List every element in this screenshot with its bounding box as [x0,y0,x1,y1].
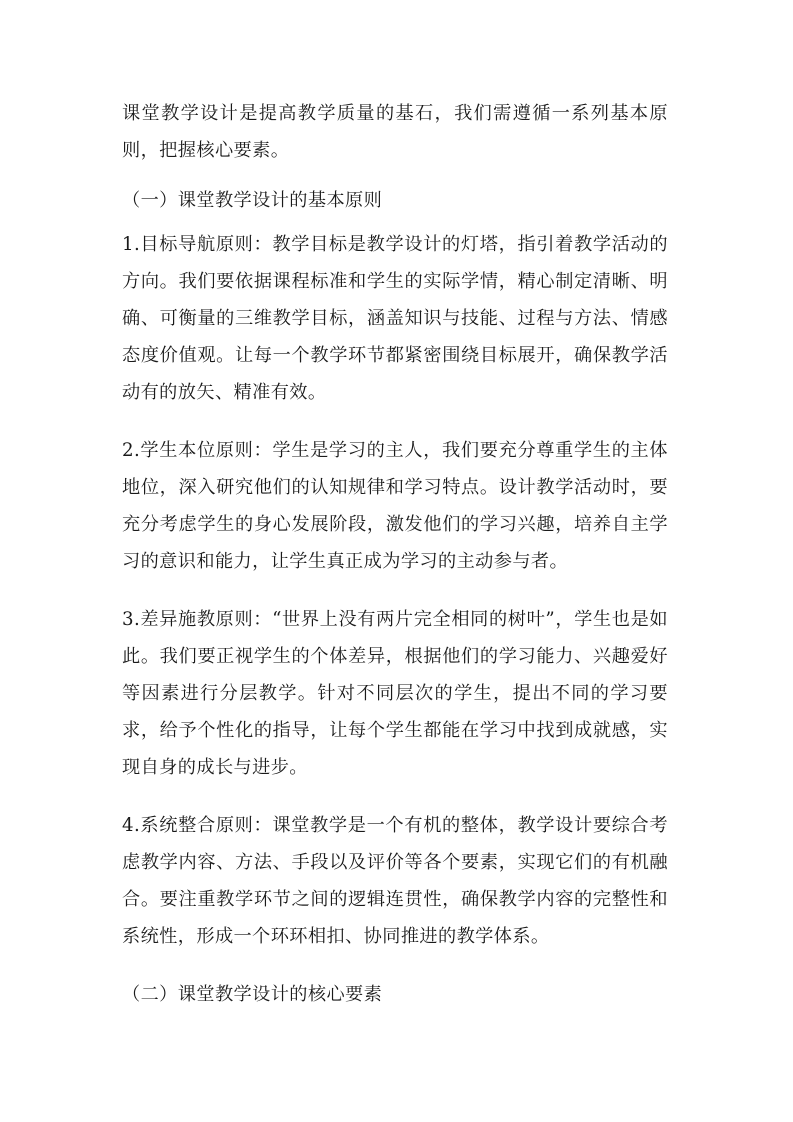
paragraph-differentiated-teaching: 3.差异施教原则：“世界上没有两片完全相同的树叶”，学生也是如此。我们要正视学生的个体差异，根据他们的学习能力、兴趣爱好等因素进行分层教学。针对不同层次的学生，提出不同的学习要求，给予个性化的指导，让每个学生都能在学习中找到成就感，实现自身的成长与进步。 [122,609,668,778]
paragraph-goal-navigation: 1.目标导航原则：教学目标是教学设计的灯塔，指引着教学活动的方向。我们要依据课程标准和学生的实际学情，精心制定清晰、明确、可衡量的三维教学目标，涵盖知识与技能、过程与方法、情感态度价值观。让每一个教学环节都紧密围绕目标展开，确保教学活动有的放矢、精准有效。 [122,234,668,403]
paragraph-student-centered: 2.学生本位原则：学生是学习的主人，我们要充分尊重学生的主体地位，深入研究他们的认知规律和学习特点。设计教学活动时，要充分考虑学生的身心发展阶段，激发他们的学习兴趣，培养自主学习的意识和能力，让学生真正成为学习的主动参与者。 [122,440,668,572]
section-heading-basic-principles: （一）课堂教学设计的基本原则 [122,190,383,211]
intro-paragraph: 课堂教学设计是提高教学质量的基石，我们需遵循一系列基本原则，把握核心要素。 [122,103,668,161]
section-heading-core-elements: （二）课堂教学设计的核心要素 [122,984,383,1005]
paragraph-system-integration: 4.系统整合原则：课堂教学是一个有机的整体，教学设计要综合考虑教学内容、方法、手段以及评价等各个要素，实现它们的有机融合。要注重教学环节之间的逻辑连贯性，确保教学内容的完整性和系统性，形成一个环环相扣、协同推进的教学体系。 [122,815,668,947]
